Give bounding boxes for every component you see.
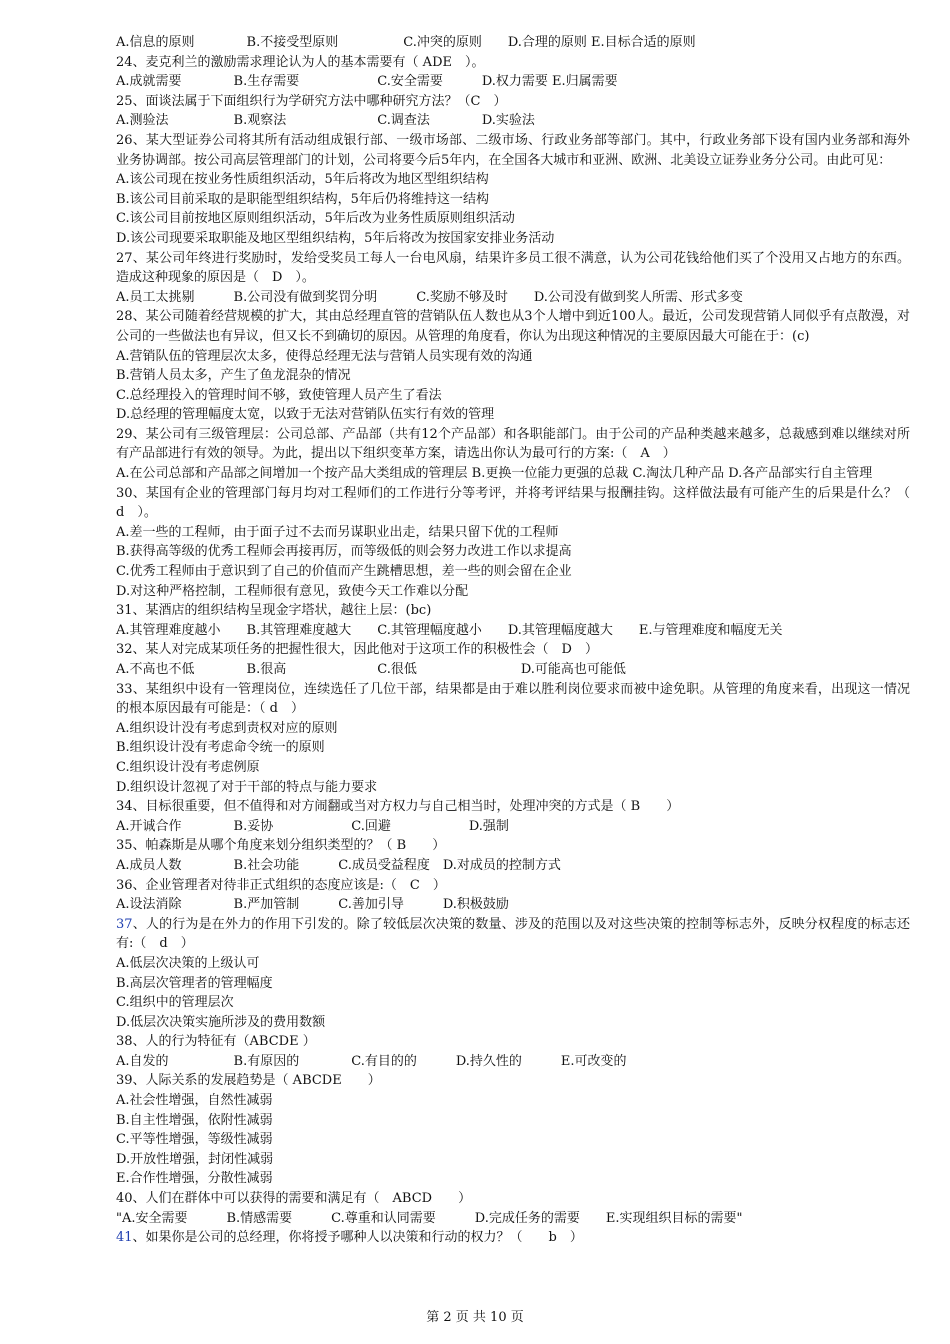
text-line: C.优秀工程师由于意识到了自己的价值而产生跳槽思想，差一些的则会留在企业 [116,564,572,580]
text-line: C.组织设计没有考虑例原 [116,759,260,775]
text-line: C.总经理投入的管理时间不够，致使管理人员产生了看法 [116,387,442,403]
text-line: 25、面谈法属于下面组织行为学研究方法中哪种研究方法？（C ） [116,93,507,109]
text-line: D.开放性增强，封闭性减弱 [116,1151,274,1167]
text-line: 34、目标很重要，但不值得和对方闹翻或当对方权力与自己相当时，处理冲突的方式是（ B ） [116,799,680,815]
text-line: D.对这种严格控制，工程师很有意见，致使今天工作难以分配 [116,583,469,599]
text-line: A.其管理难度越小 B.其管理难度越大 C.其管理幅度越小 D.其管理幅度越大 E.与管理难度和幅度无关 [116,622,783,638]
text-line: "A.安全需要 B.情感需要 C.尊重和认同需要 D.完成任务的需要 E.实现组织目标的需要" [116,1210,743,1226]
question-number: 41 [116,1230,133,1246]
text-line: 33、某组织中设有一管理岗位，连续选任了几位干部，结果都是由于难以胜利岗位要求而被中途免职。从管理的角度来看，出现这一情况的根本原因最有可能是：（ d ） [116,681,910,717]
text-line: 31、某酒店的组织结构呈现金字塔状，越往上层：(bc) [116,603,432,619]
text-line: B.该公司目前采取的是职能型组织结构，5年后仍将维持这一结构 [116,191,489,207]
text-line: 40、人们在群体中可以获得的需要和满足有（ ABCD ） [116,1191,472,1207]
text-line: 27、某公司年终进行奖励时，发给受奖员工每人一台电风扇，结果许多员工很不满意，认为公司花钱给他们买了个没用又占地方的东西。造成这种现象的原因是（ D ）。 [116,250,910,286]
text-line: A.成员人数 B.社会功能 C.成员受益程度 D.对成员的控制方式 [116,857,561,873]
text-line: A.在公司总部和产品部之间增加一个按产品大类组成的管理层 B.更换一位能力更强的总裁 C.淘汰几种产品 D.各产品部实行自主管理 [116,466,873,482]
text-line: 39、人际关系的发展趋势是（ ABCDE ） [116,1073,381,1089]
text-line [92,915,910,954]
text-line: D.总经理的管理幅度太宽，以致于无法对营销队伍实行有效的管理 [116,407,495,423]
text-line: A.员工太挑剔 B.公司没有做到奖罚分明 C.奖励不够及时 D.公司没有做到奖人所需、形式多变 [116,289,743,305]
text-line: 38、人的行为特征有（ABCDE ） [116,1034,316,1050]
text-line: B.获得高等级的优秀工程师会再接再厉，而等级低的则会努力改进工作以求提高 [116,544,572,560]
text-line: 30、某国有企业的管理部门每月均对工程师们的工作进行分等考评，并将考评结果与报酬挂钩。这样做法最有可能产生的后果是什么？（ d ）。 [116,485,924,521]
text-line: C.平等性增强，等级性减弱 [116,1132,273,1148]
text-line: D.低层次决策实施所涉及的费用数额 [116,1014,326,1030]
text-line: A.营销队伍的管理层次太多，使得总经理无法与营销人员实现有效的沟通 [116,348,533,364]
text-line: A.自发的 B.有原因的 C.有目的的 D.持久性的 E.可改变的 [116,1053,627,1069]
text-line: A.组织设计没有考虑到责权对应的原则 [116,720,338,736]
text-line: A.社会性增强，自然性减弱 [116,1093,273,1109]
text-line: B.自主性增强，依附性减弱 [116,1112,273,1128]
text-line: E.合作性增强，分散性减弱 [116,1171,273,1187]
text-line: 29、某公司有三级管理层：公司总部、产品部（共有12个产品部）和各职能部门。由于公司的产品种类越来越多，总裁感到难以继续对所有产品部进行有效的领导。为此，提出以下组织变革方案，请选出你认为最可行的方案:（ A ） [116,426,910,462]
question-number: 37 [116,916,133,932]
text-line: C.组织中的管理层次 [116,995,234,1011]
text-line: B.组织设计没有考虑命令统一的原则 [116,740,325,756]
text-line: 36、企业管理者对待非正式组织的态度应该是:（ C ） [116,877,446,893]
question-list [92,33,924,1248]
text-line: 35、帕森斯是从哪个角度来划分组织类型的？（ B ） [116,838,446,854]
question-text: 、人的行为是在外力的作用下引发的。除了较低层次决策的数量、涉及的范围以及对这些决策的控制等标志外，反映分权程度的标志还有:（ d ） [116,916,910,952]
text-line: C.该公司目前按地区原则组织活动，5年后改为业务性质原则组织活动 [116,211,515,227]
text-line [92,1228,910,1248]
text-line: A.测验法 B.观察法 C.调查法 D.实验法 [116,113,535,129]
text-line: 32、某人对完成某项任务的把握性很大，因此他对于这项工作的积极性会（ D ） [116,642,598,658]
text-line: D.该公司现要采取职能及地区型组织结构，5年后将改为按国家安排业务活动 [116,230,555,246]
page-footer: 第 2 页 共 10 页 [426,1310,524,1325]
text-line: B.营销人员太多，产生了鱼龙混杂的情况 [116,368,351,384]
text-line: 28、某公司随着经营规模的扩大，其由总经理直管的营销队伍人数也从3个人增中到近100人。最近，公司发现营销人同似乎有点散漫，对公司的一些做法也有异议，但又长不到确切的原因。从管理的角度看，你认为出现这种情况的主要原因最大可能在于：(c) [116,309,910,344]
text-line: D.组织设计忽视了对于干部的特点与能力要求 [116,779,378,795]
question-text: 、如果你是公司的总经理，你将授予哪种人以决策和行动的权力？（ b ） [132,1230,583,1246]
text-line: A.成就需要 B.生存需要 C.安全需要 D.权力需要 E.归属需要 [116,74,618,90]
text-line: 24、麦克利兰的激励需求理论认为人的基本需要有（ ADE ）。 [116,54,485,70]
text-line: A.该公司现在按业务性质组织活动，5年后将改为地区型组织结构 [116,172,489,188]
text-line: A.低层次决策的上级认可 [116,955,260,971]
text-line: A.不高也不低 B.很高 C.很低 D.可能高也可能低 [116,662,626,677]
text-line: B.高层次管理者的管理幅度 [116,975,273,991]
text-line: A.设法消除 B.严加管制 C.善加引导 D.积极鼓励 [116,897,509,913]
text-line: A.差一些的工程师，由于面子过不去而另谋职业出走，结果只留下优的工程师 [116,524,559,540]
text-line: A.开诚合作 B.妥协 C.回避 D.强制 [116,818,509,834]
text-line: A.信息的原则 B.不接受型原则 C.冲突的原则 D.合理的原则 E.目标合适的原则 [116,35,696,50]
text-line: 26、某大型证券公司将其所有活动组成银行部、一级市场部、二级市场、行政业务部等部门。其中，行政业务部下设有国内业务部和海外业务协调部。按公司高层管理部门的计划，公司将要今后5年内，在全国各大城市和亚洲、欧洲、北美设立证券业务分公司。由此可见： [116,132,910,168]
